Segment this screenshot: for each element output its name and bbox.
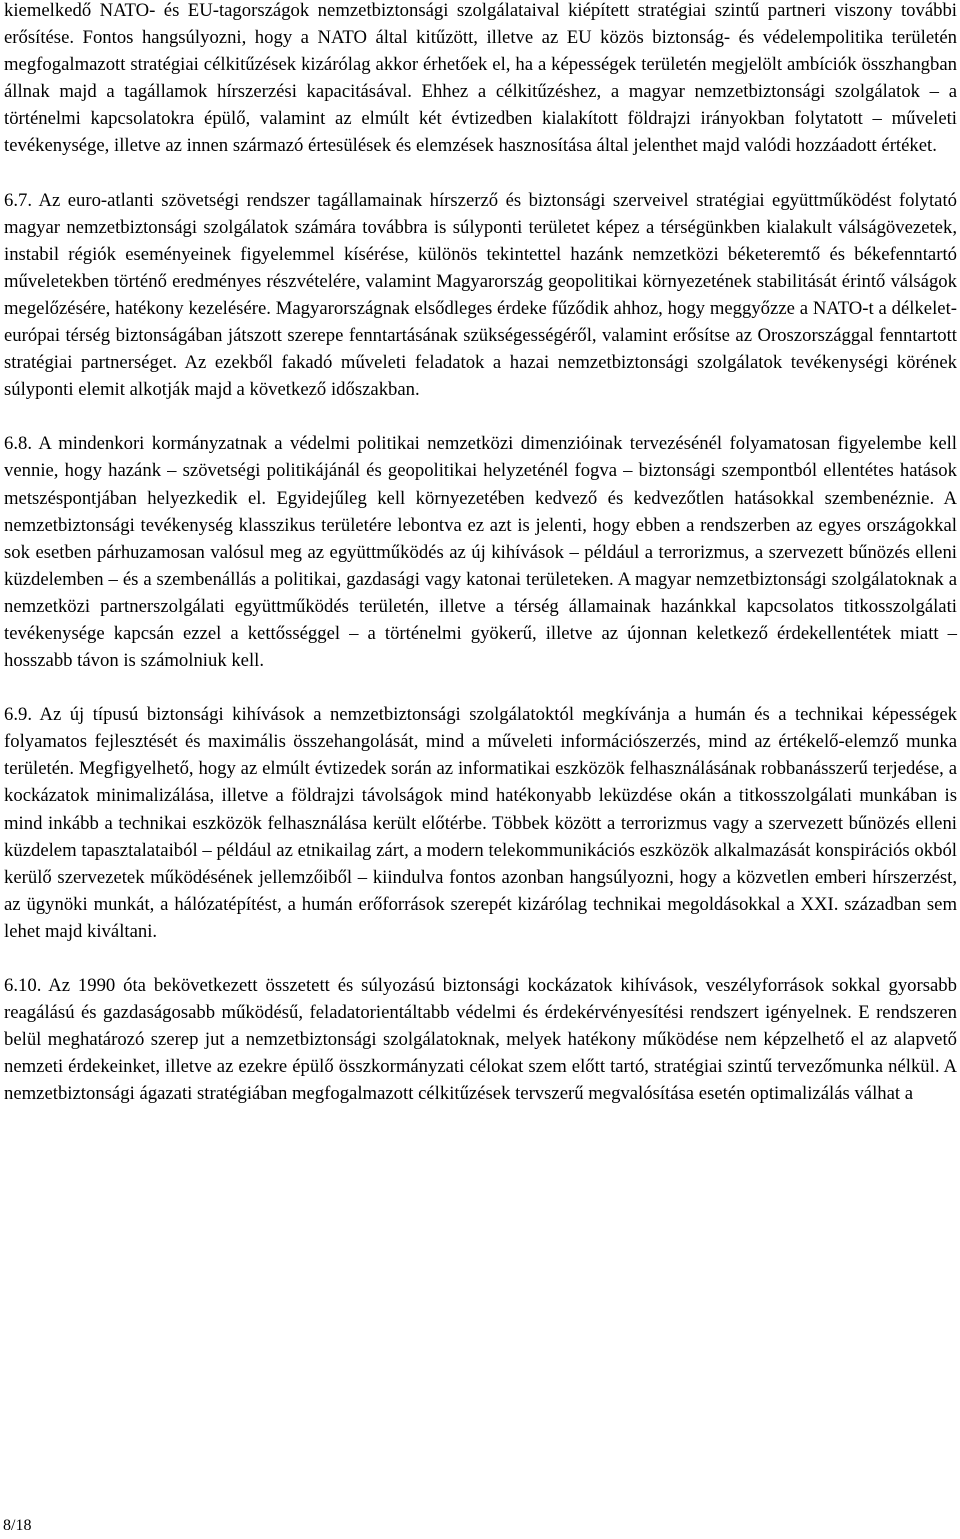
paragraph-6-10: 6.10. Az 1990 óta bekövetkezett összetett és súlyozású biztonsági kockázatok kihívások, veszélyforrások sokkal gyorsabb reagálású és gazdaságosabb működésű, feladatorientáltabb védelmi és érdekérvényesítési rendszert igényelnek. E rendszeren belül meghatározó szerep jut a nemzetbiztonsági szolgálatoknak, melyek hatékony működése nem képzelhető el az alapvető nemzeti érdekeinket, illetve az ezekre épülő összkormányzati célokat szem előtt tartó, stratégiai szintű tervezőmunka nélkül. A nemzetbiztonsági ágazati stratégiában megfogalmazott célkitűzések tervszerű megvalósítása esetén optimalizálás válhat a: [4, 975, 957, 1105]
document-page: [4, 0, 957, 1107]
paragraph-6-9: 6.9. Az új típusú biztonsági kihívások a nemzetbiztonsági szolgálatoktól megkívánja a humán és a technikai képességek folyamatos fejlesztését és maximális összehangolását, mind a műveleti információszerzés, mind az értékelő-elemző munka területén. Megfigyelhető, hogy az elmúlt évtizedek során az informatikai eszközök felhasználásának robbanásszerű terjedése, a kockázatok minimalizálása, illetve a földrajzi távolságok mind hatékonyabb leküzdése okán a titkosszolgálati munkában is mind inkább a technikai eszközök felhasználása került előtérbe. Többek között a terrorizmus vagy a szervezett bűnözés elleni küzdelem tapasztalataiból – például az etnikailag zárt, a modern telekommunikációs eszközök alkalmazását konspirációs okból kerülő szervezetek működésének jellemzőiből – kiindulva fontos azonban hangsúlyozni, hogy a közvetlen emberi hírszerzést, az ügynöki munkát, a hálózatépítést, a humán erőforrások szerepét kizárólag technikai megoldásokkal a XXI. században sem lehet majd kiváltani.: [4, 704, 957, 942]
page-number: 8/18: [3, 1517, 32, 1534]
paragraph-6-7: 6.7. Az euro-atlanti szövetségi rendszer tagállamainak hírszerző és biztonsági szerveivel stratégiai együttműködést folytató magyar nemzetbiztonsági szolgálatok számára továbbra is súlyponti területet képez a térségünkben kialakult válságövezetek, instabil régiók eseményeinek figyelemmel kísérése, különös tekintettel hazánk nemzetközi béketeremtő és békefenntartó műveletekben történő eredményes részvételére, valamint Magyarország geopolitikai környezetének stabilitását érintő válságok megelőzésére, hatékony kezelésére. Magyarországnak elsődleges érdeke fűződik ahhoz, hogy meggyőzze a NATO-t a délkelet-európai térség biztonságában játszott szerepe fenntartásának szükségességéről, valamint erősítse az Oroszországgal fenntartott stratégiai partnerséget. Az ezekből fakadó műveleti feladatok a hazai nemzetbiztonsági szolgálatok tevékenységi körének súlyponti elemit alkotják majd a következő időszakban.: [4, 189, 957, 401]
paragraph-intro-continuation: kiemelkedő NATO- és EU-tagországok nemzetbiztonsági szolgálataival kiépített stratégiai szintű partneri viszony további erősítése. Fontos hangsúlyozni, hogy a NATO által kitűzött, illetve az EU közös biztonság- és védelempolitika területén megfogalmazott stratégiai célkitűzések kizárólag akkor érhetőek el, ha a képességek területén megjelölt ambíciók összhangban állnak majd a tagállamok hírszerzési kapacitásával. Ehhez a célkitűzéshez, a magyar nemzetbiztonsági szolgálatok – a történelmi kapcsolatokra épülő, valamint az elmúlt két évtizedben kialakított földrajzi irányokban folytatott – műveleti tevékenysége, illetve az innen származó értesülések és elemzések hasznosítása által jelenthet majd valódi hozzáadott értéket.: [4, 0, 957, 157]
paragraph-6-8: 6.8. A mindenkori kormányzatnak a védelmi politikai nemzetközi dimenzióinak tervezésénél folyamatosan figyelembe kell vennie, hogy hazánk – szövetségi politikájánál és geopolitikai helyzeténél fogva – biztonsági szempontból ellentétes hatások metszéspontjában helyezkedik el. Egyidejűleg kell környezetében kedvező és kedvezőtlen hatásokkal szembenéznie. A nemzetbiztonsági tevékenység klasszikus területére lebontva ez azt is jelenti, hogy ebben a rendszerben az egyes országokkal sok esetben párhuzamosan valósul meg az együttműködés az új kihívások – például a terrorizmus, a szervezett bűnözés elleni küzdelemben – és a szembenállás a politikai, gazdasági vagy katonai területeken. A magyar nemzetbiztonsági szolgálatoknak a nemzetközi partnerszolgálati együttműködés területén, illetve a térség államainak hazánkkal kapcsolatos titkosszolgálati tevékenysége kapcsán ezzel a kettősséggel – a történelmi gyökerű, illetve az újonnan keletkező érdekellentétek miatt – hosszabb távon is számolniuk kell.: [4, 433, 957, 672]
